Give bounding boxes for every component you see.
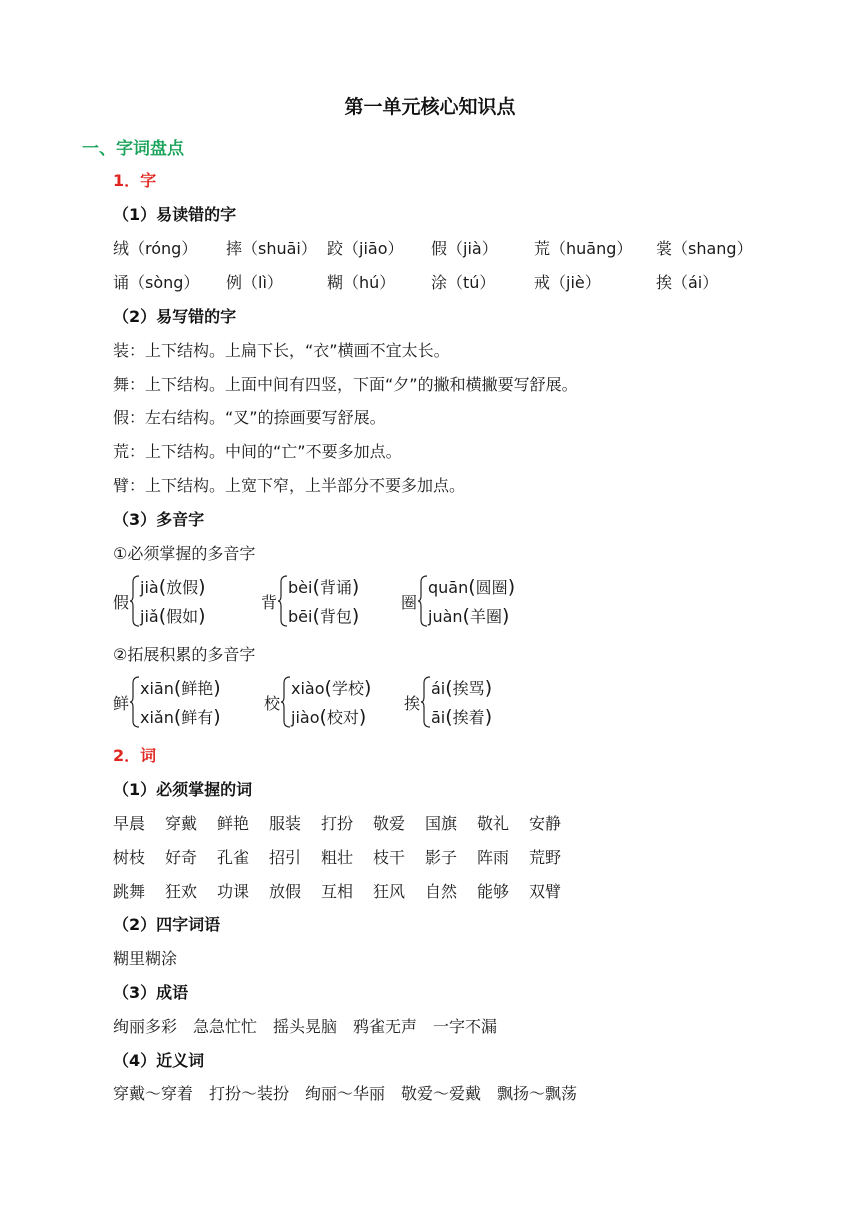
reading: xiǎn [140,708,174,727]
word-item: 穿戴 [165,814,198,833]
heading-four-character-words: （2）四字词语 [113,915,221,934]
word-item: 打扮 [321,814,354,833]
word-item: 双臂 [529,882,562,901]
example-word: 放假 [166,578,199,597]
misread-item: 跤（jiāo） [327,239,404,258]
heading-idioms: （3）成语 [113,983,189,1002]
reading: quān [428,578,469,597]
example-word: 圆圈 [475,578,508,597]
polyphonic-group-xian: 鲜 xiān(鲜艳) xiǎn(鲜有) [113,677,221,728]
word-item: 敬爱 [373,814,406,833]
heading-must-words: （1）必须掌握的词 [113,780,253,799]
misread-item: 戒（jiè） [534,273,601,292]
reading: xiān [140,679,174,698]
word-item: 好奇 [165,848,198,867]
word-item: 能够 [477,882,510,901]
polyphonic-group-xiao: 校 xiào(学校) jiào(校对) [264,677,372,728]
heading-miswritten-characters: （2）易写错的字 [113,307,237,326]
word-item: 敬礼 [477,814,510,833]
synonyms-line: 穿戴～穿着 打扮～装扮 绚丽～华丽 敬爱～爱戴 飘扬～飘荡 [113,1084,578,1103]
word-item: 孔雀 [217,848,250,867]
reading: xiào [291,679,325,698]
miswritten-line: 假：左右结构。“叉”的捺画要写舒展。 [113,408,386,427]
polyphonic-group-jia: 假 jià(放假) jiǎ(假如) [113,576,206,627]
example-word: 背包 [319,607,352,626]
misread-item: 例（lì） [226,273,283,292]
misread-item: 诵（sòng） [113,273,200,292]
page-title: 第一单元核心知识点 [344,96,516,118]
misread-item: 荒（huāng） [534,239,633,258]
misread-item: 裳（shang） [656,239,753,258]
word-item: 粗壮 [321,848,354,867]
polyphonic-char: 鲜 [113,694,130,713]
polyphonic-group-quan: 圈 quān(圆圈) juàn(羊圈) [401,576,516,627]
misread-item: 假（jià） [431,239,498,258]
word-item: 功课 [217,882,250,901]
miswritten-line: 舞：上下结构。上面中间有四竖，下面“夕”的撇和横撇要写舒展。 [113,375,578,394]
misread-item: 绒（róng） [113,239,198,258]
word-item: 互相 [321,882,354,901]
word-item: 跳舞 [113,882,146,901]
heading-polyphonic: （3）多音字 [113,510,205,529]
word-item: 狂欢 [165,882,198,901]
miswritten-line: 装：上下结构。上扁下长，“衣”横画不宜太长。 [113,341,450,360]
word-item: 自然 [425,882,458,901]
section-heading-vocabulary: 一、字词盘点 [82,139,184,159]
word-item: 招引 [269,848,302,867]
four-character-words: 糊里糊涂 [113,949,178,968]
polyphonic-group-bei: 背 bèi(背诵) bēi(背包) [261,576,360,627]
heading-synonyms: （4）近义词 [113,1051,205,1070]
polyphonic-char: 挨 [404,694,421,713]
word-item: 国旗 [425,814,458,833]
reading: juàn [428,607,463,626]
misread-item: 涂（tú） [431,273,496,292]
reading: jiǎ [140,607,159,626]
reading: āi [431,708,446,727]
word-item: 鲜艳 [217,814,250,833]
misread-item: 摔（shuāi） [226,239,317,258]
word-item: 安静 [529,814,562,833]
polyphonic-char: 圈 [401,593,418,612]
word-item: 阵雨 [477,848,510,867]
reading: jià [140,578,159,597]
example-word: 挨着 [452,708,485,727]
reading: bēi [288,607,313,626]
example-word: 鲜艳 [181,679,214,698]
misread-item: 糊（hú） [327,273,396,292]
word-item: 树枝 [113,848,146,867]
subsection-heading-words: 2．词 [113,746,157,765]
word-item: 枝干 [373,848,406,867]
subsection-heading-characters: 1．字 [113,171,157,190]
reading: ái [431,679,446,698]
example-word: 校对 [326,708,359,727]
word-item: 早晨 [113,814,146,833]
heading-must-polyphonic: ①必须掌握的多音字 [113,544,256,563]
example-word: 学校 [331,679,364,698]
word-item: 服装 [269,814,302,833]
word-item: 放假 [269,882,302,901]
reading: bèi [288,578,313,597]
example-word: 羊圈 [469,607,502,626]
polyphonic-char: 背 [261,593,278,612]
example-word: 鲜有 [181,708,214,727]
polyphonic-group-ai: 挨 ái(挨骂) āi(挨着) [404,677,493,728]
example-word: 挨骂 [452,679,485,698]
polyphonic-char: 校 [264,694,281,713]
word-item: 狂风 [373,882,406,901]
misread-item: 挨（ái） [656,273,719,292]
heading-misread-characters: （1）易读错的字 [113,205,237,224]
polyphonic-char: 假 [113,593,130,612]
word-item: 影子 [425,848,458,867]
idioms-line: 绚丽多彩 急急忙忙 摇头晃脑 鸦雀无声 一字不漏 [113,1017,498,1036]
example-word: 背诵 [319,578,352,597]
reading: jiào [291,708,320,727]
miswritten-line: 臂：上下结构。上宽下窄，上半部分不要多加点。 [113,476,466,495]
heading-extend-polyphonic: ②拓展积累的多音字 [113,645,256,664]
example-word: 假如 [166,607,199,626]
miswritten-line: 荒：上下结构。中间的“亡”不要多加点。 [113,442,402,461]
word-item: 荒野 [529,848,562,867]
